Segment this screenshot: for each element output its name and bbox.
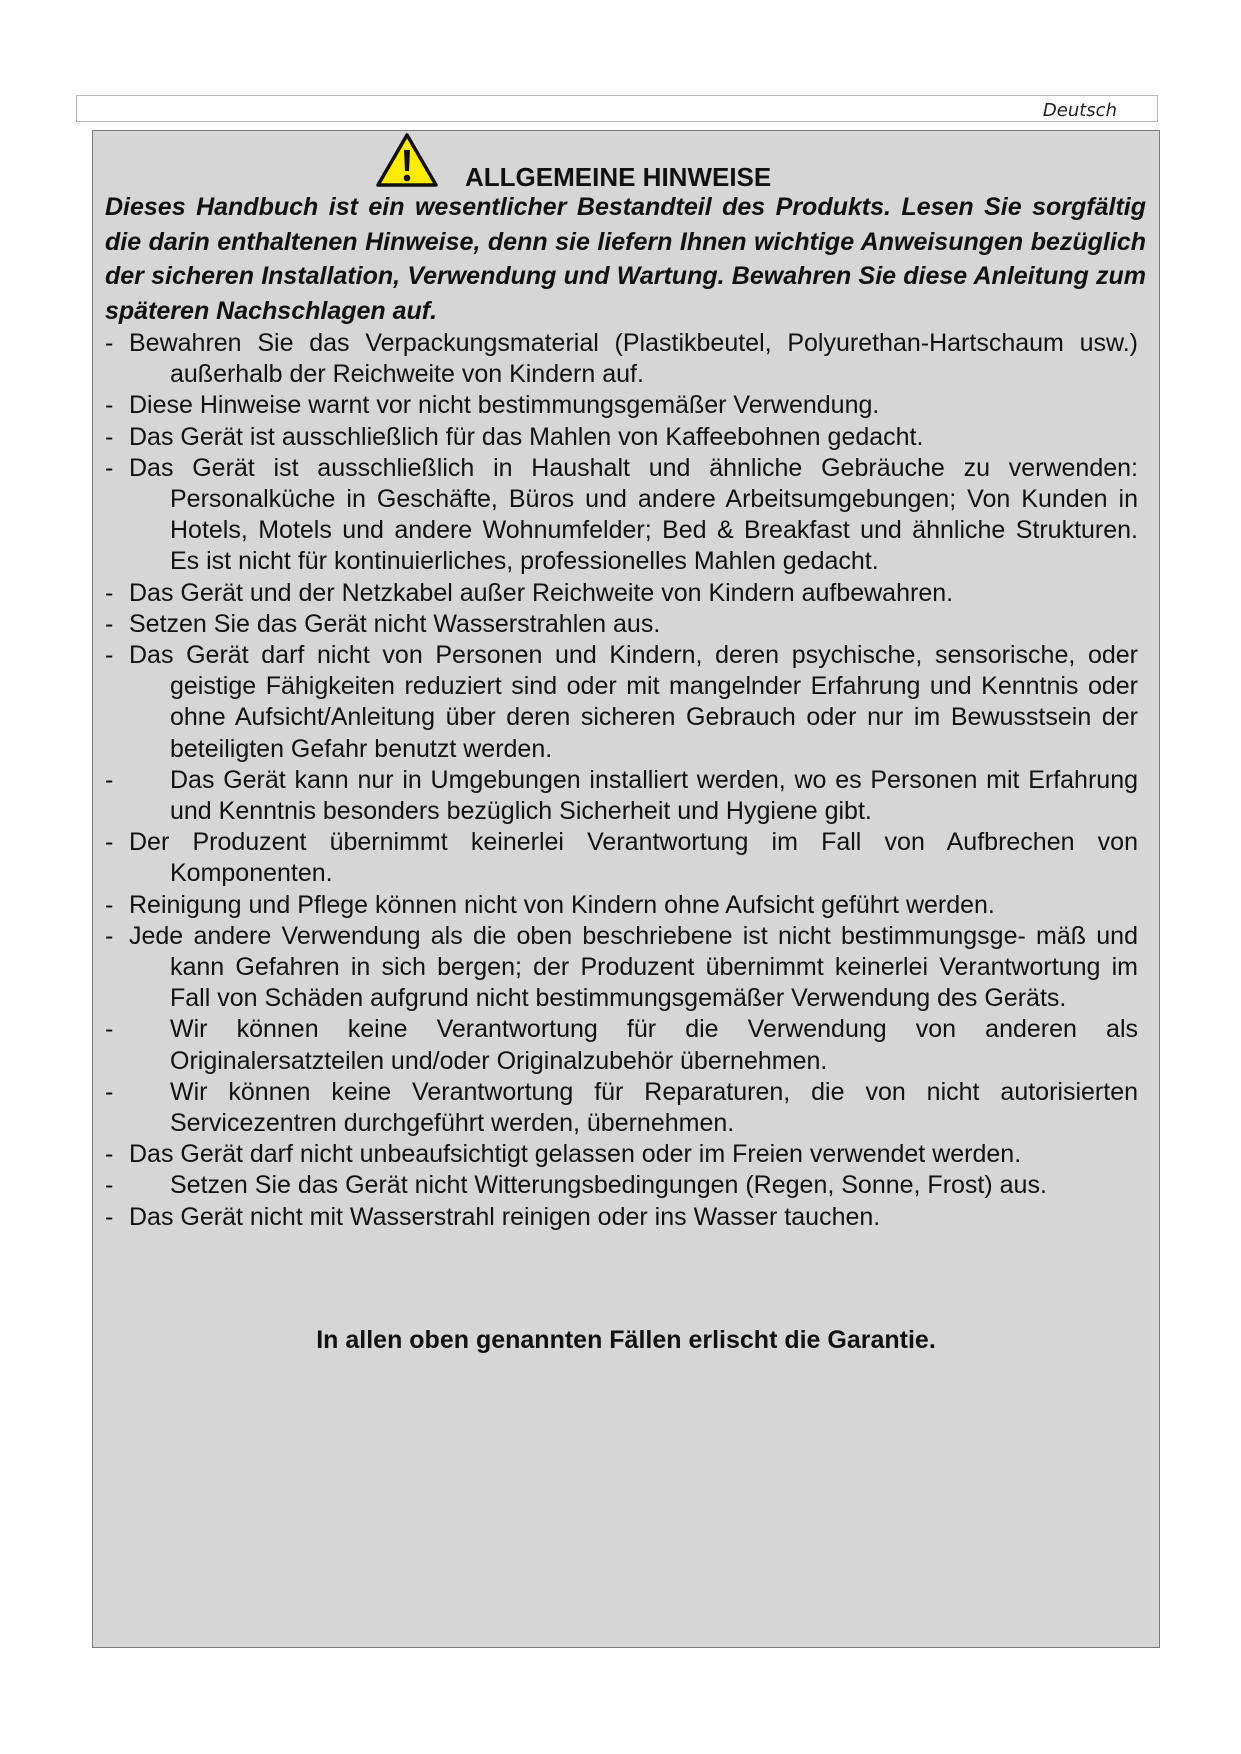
safety-rule-item bbox=[105, 390, 1138, 421]
bullet-dash: - bbox=[105, 1015, 114, 1044]
rule-first-line: Das Gerät ist ausschließlich für das Mahlen von Kaffeebohnen gedacht. bbox=[129, 422, 924, 451]
rule-first-line: Das Gerät darf nicht unbeaufsichtigt gelassen oder im Freien verwendet werden. bbox=[129, 1140, 1022, 1169]
rule-first-line: Bewahren Sie das Verpackungsmaterial (Plastikbeutel, Polyurethan-Hartschaum bbox=[129, 329, 1064, 357]
safety-rule-item bbox=[105, 921, 1138, 1015]
safety-rule-item bbox=[105, 1139, 1138, 1170]
rule-first-line: Das Gerät ist ausschließlich in Haushalt und ähnliche Gebräuche zu verwenden: bbox=[129, 453, 1138, 482]
rule-first-line: Das Gerät nicht mit Wasserstrahl reinigen oder ins Wasser tauchen. bbox=[129, 1202, 881, 1231]
rule-continuation: Setzen Sie das Gerät nicht Witterungsbedingungen (Regen, Sonne, Frost) aus. bbox=[170, 1171, 1047, 1200]
rule-continuation: mäß und kann Gefahren in sich bergen; der Produzent übernimmt keinerlei Verantwortung im Fall von Schäden aufgrund nicht bestimmungsgemäßer Verwendung des Geräts. bbox=[170, 921, 1138, 1013]
rule-continuation: Komponenten. bbox=[170, 859, 333, 888]
bullet-dash: - bbox=[105, 1202, 114, 1231]
rule-continuation: usw.) außerhalb der Reichweite von Kindern auf. bbox=[170, 329, 1138, 389]
bullet-dash: - bbox=[105, 1077, 114, 1106]
safety-rule-item bbox=[105, 328, 1138, 390]
safety-rules-list bbox=[105, 328, 1138, 1233]
safety-rule-item bbox=[105, 765, 1138, 827]
intro-paragraph: Dieses Handbuch ist ein wesentlicher Bestandteil des Produkts. Lesen Sie sorgfältig die darin enthaltenen Hinweise, denn sie liefern Ihnen wichtige Anweisungen bezüglich der sicheren Installation, Verwendung und Wartung. Bewahren Sie diese Anleitung zum späteren Nachschlagen auf. bbox=[105, 193, 1146, 325]
bullet-dash: - bbox=[105, 1171, 114, 1200]
safety-rule-item bbox=[105, 1014, 1138, 1076]
safety-notice-panel bbox=[92, 130, 1160, 1648]
bullet-dash: - bbox=[105, 329, 114, 357]
rule-first-line: Reinigung und Pflege können nicht von Kindern ohne Aufsicht geführt werden. bbox=[129, 890, 995, 919]
bullet-dash: - bbox=[105, 890, 114, 919]
safety-rule-item bbox=[105, 827, 1138, 889]
bullet-dash: - bbox=[105, 921, 114, 950]
bullet-dash: - bbox=[105, 391, 114, 420]
warning-triangle-icon bbox=[375, 132, 439, 188]
section-title: ALLGEMEINE HINWEISE bbox=[465, 162, 772, 192]
bullet-dash: - bbox=[105, 578, 114, 607]
rule-first-line: Setzen Sie das Gerät nicht Wasserstrahlen aus. bbox=[129, 609, 661, 638]
rule-continuation: oder geistige Fähigkeiten reduziert sind oder mit mangelnder Erfahrung und Kenntnis oder ohne Aufsicht/Anleitung über deren sicheren Gebrauch oder nur im Bewusstsein der beteiligten Gefahr benutzt werden. bbox=[170, 641, 1138, 763]
bullet-dash: - bbox=[105, 765, 114, 794]
bullet-dash: - bbox=[105, 641, 114, 670]
safety-rule-item bbox=[105, 609, 1138, 640]
rule-first-line: Das Gerät und der Netzkabel außer Reichweite von Kindern aufbewahren. bbox=[129, 578, 954, 607]
safety-rule-item bbox=[105, 578, 1138, 609]
bullet-dash: - bbox=[105, 453, 114, 482]
safety-rule-item bbox=[105, 1077, 1138, 1139]
bullet-dash: - bbox=[105, 1140, 114, 1169]
bullet-dash: - bbox=[105, 609, 114, 638]
rule-continuation: Wir können keine Verantwortung für Reparaturen, die von nicht autorisierten Servicezentren durchgeführt werden, übernehmen. bbox=[170, 1077, 1138, 1138]
rule-continuation: Das Gerät kann nur in Umgebungen installiert werden, wo es Personen mit Erfahrung und Kenntnis besonders bezüglich Sicherheit und Hygiene gibt. bbox=[170, 765, 1138, 826]
bullet-dash: - bbox=[105, 828, 114, 857]
rule-continuation: Wir können keine Verantwortung für die Verwendung von anderen als Originalersatzteilen und/oder Originalzubehör übernehmen. bbox=[170, 1015, 1138, 1075]
rule-first-line: Der Produzent übernimmt keinerlei Verantwortung im Fall von Aufbrechen von bbox=[129, 828, 1138, 857]
rule-continuation: Personalküche in Geschäfte, Büros und andere Arbeitsumgebungen; Von Kunden in Hotels, Motels und andere Wohnumfelder; Bed & Breakfast und ähnliche Strukturen. Es ist nicht für kontinuierliches, professionelles Mahlen gedacht. bbox=[170, 485, 1138, 576]
warranty-note: In allen oben genannten Fällen erlischt die Garantie. bbox=[316, 1326, 936, 1354]
safety-rule-item bbox=[105, 890, 1138, 921]
language-label: Deutsch bbox=[1042, 100, 1117, 121]
bullet-dash: - bbox=[105, 422, 114, 451]
page-header bbox=[76, 95, 1158, 122]
rule-first-line: Das Gerät darf nicht von Personen und Kindern, deren psychische, sensorische, bbox=[129, 641, 1076, 670]
safety-rule-item bbox=[105, 1170, 1138, 1201]
safety-rule-item bbox=[105, 640, 1138, 765]
rule-first-line: Diese Hinweise warnt vor nicht bestimmungsgemäßer Verwendung. bbox=[129, 391, 880, 420]
rule-first-line: Jede andere Verwendung als die oben beschriebene ist nicht bestimmungsge- bbox=[129, 921, 1026, 950]
safety-rule-item bbox=[105, 1202, 1138, 1233]
safety-rule-item bbox=[105, 453, 1138, 578]
safety-rule-item bbox=[105, 422, 1138, 453]
